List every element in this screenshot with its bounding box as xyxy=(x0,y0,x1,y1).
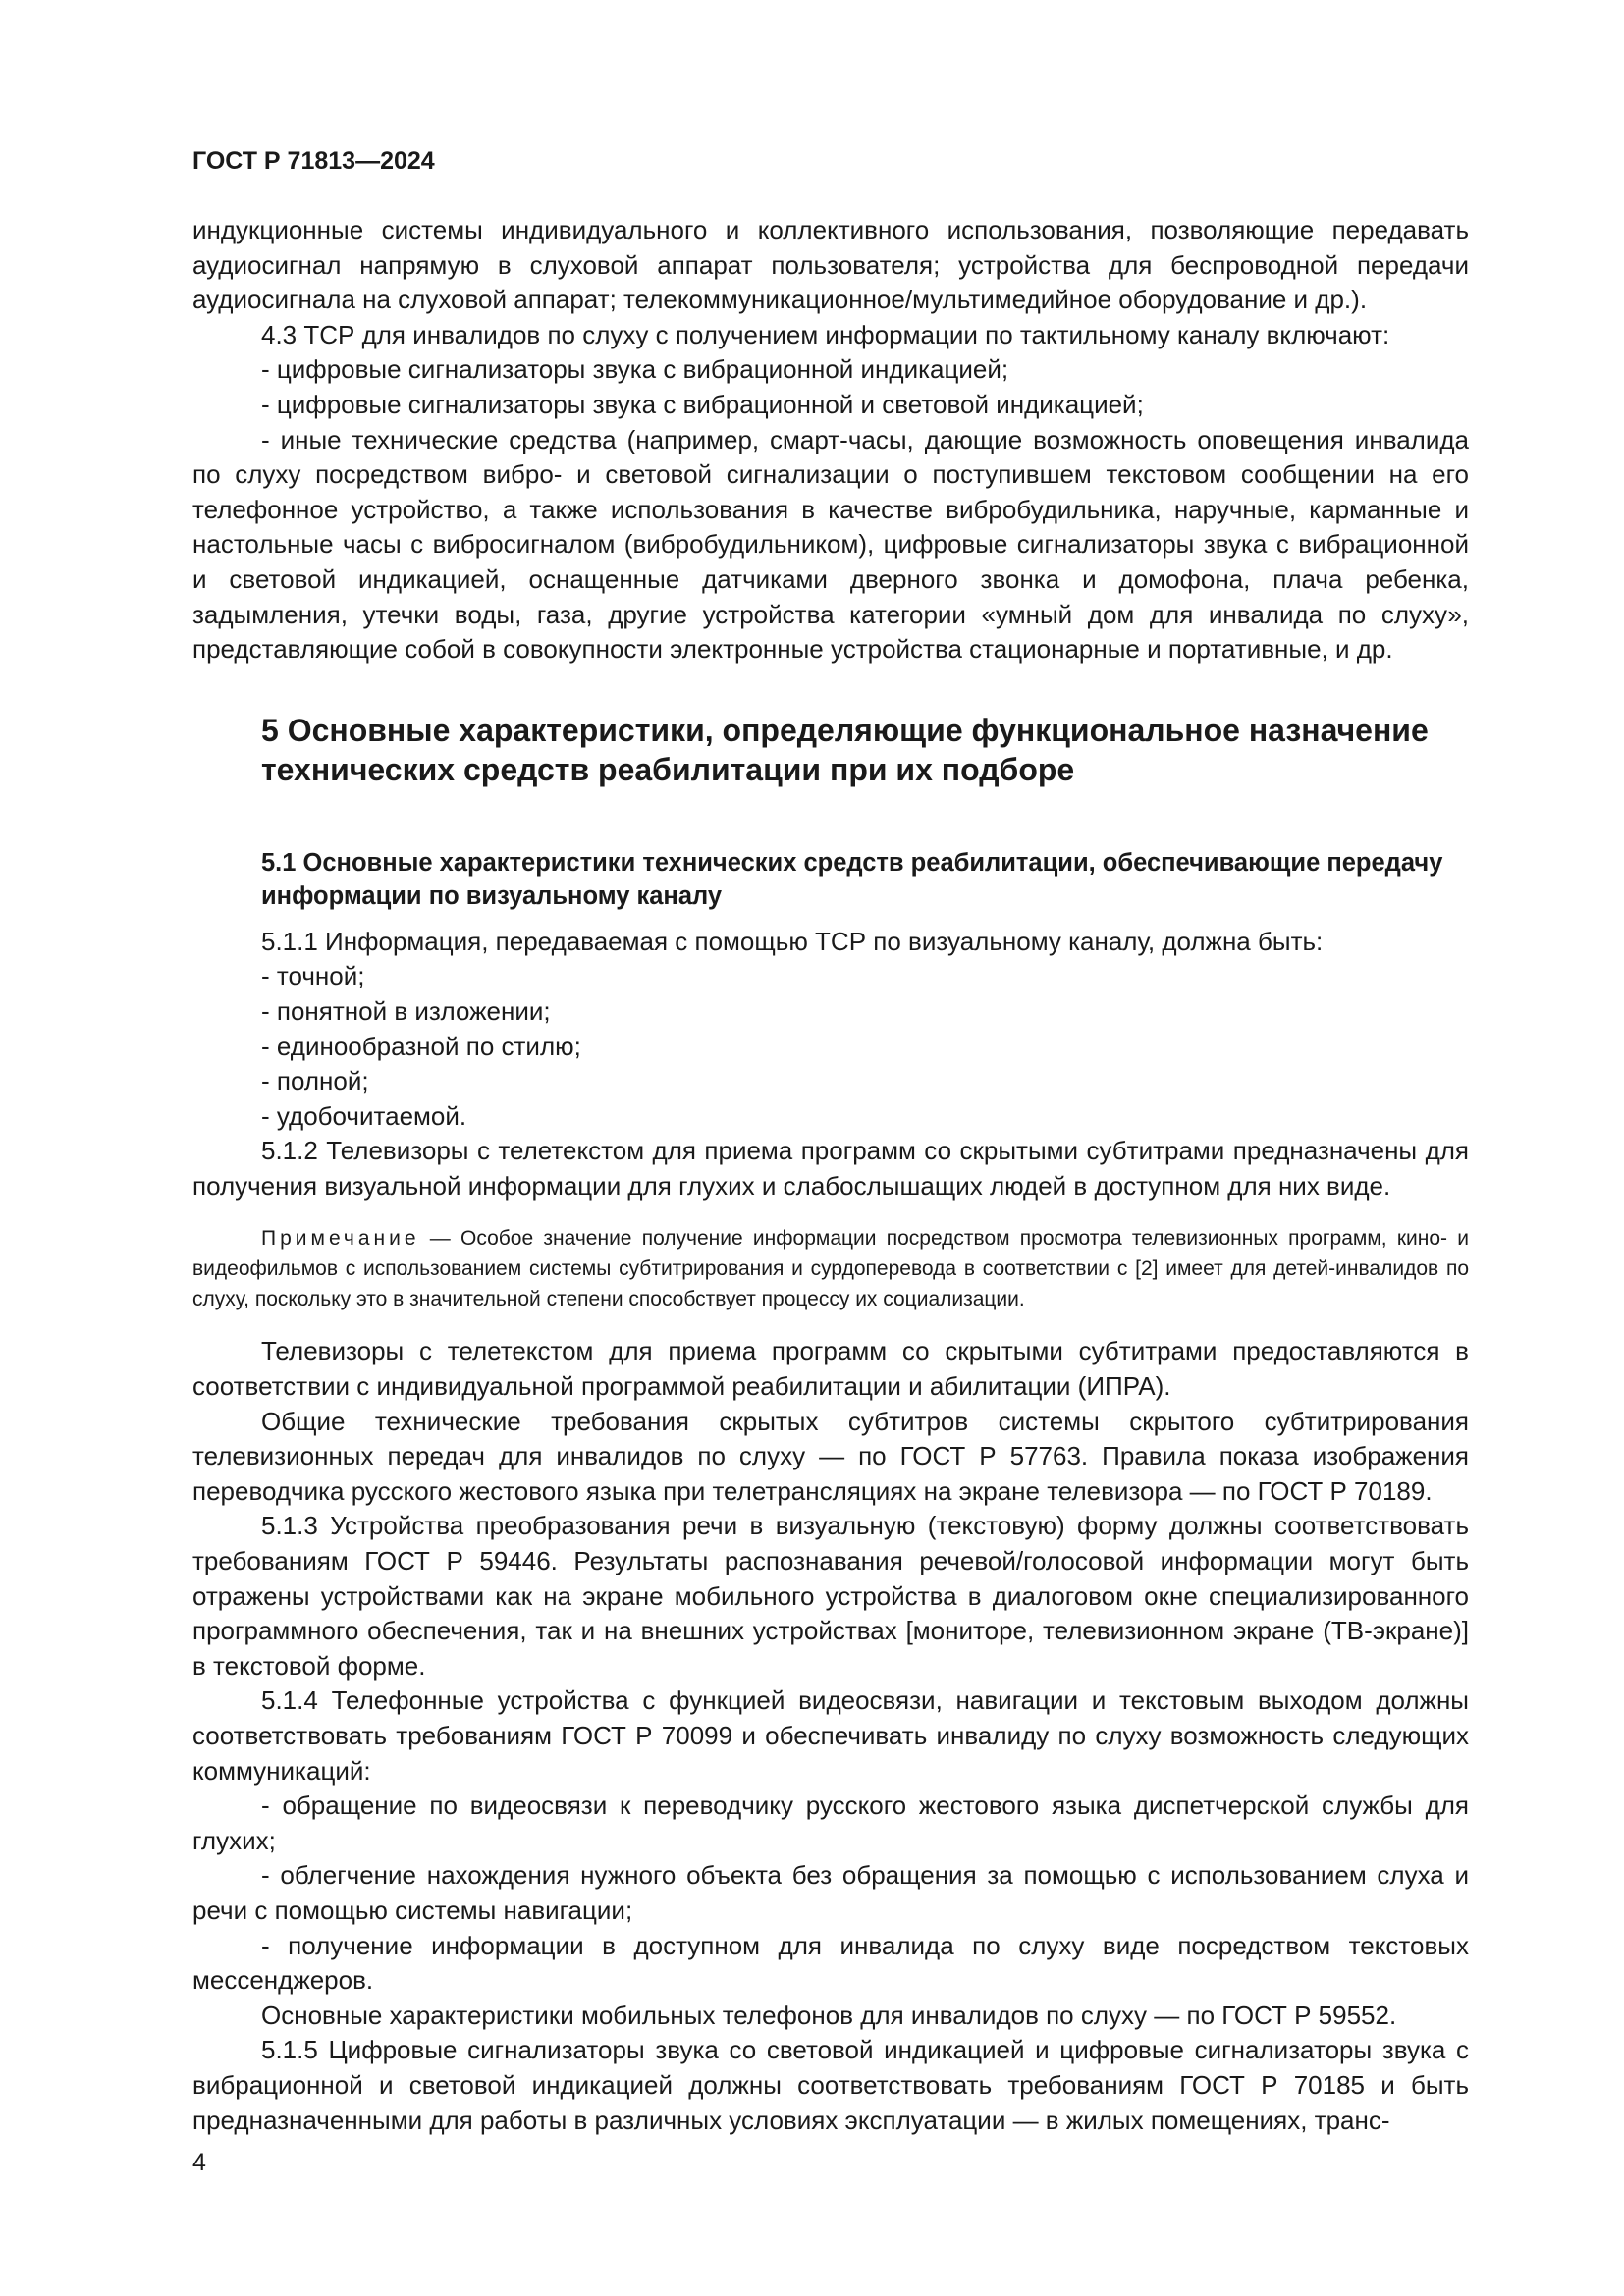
page-number: 4 xyxy=(192,2149,206,2176)
list-item: - полной; xyxy=(261,1066,369,1096)
list-item: - цифровые сигнализаторы звука с вибрационной индикацией; xyxy=(261,354,1009,385)
paragraph-4-3: 4.3 ТСР для инвалидов по слуху с получением информации по тактильному каналу включают: xyxy=(261,319,1390,349)
paragraph-5-1-3: 5.1.3 Устройства преобразования речи в визуальную (текстовую) форму должны соответствовать требованиям ГОСТ Р 59446. Результаты распознавания речевой/голосовой информации могут быть отражены устройствами как на экране мобильного устройства в диалоговом окне специализированного программного обеспечения, так и на внешних устройствах [мониторе, телевизионном экране (ТВ-экране)] в текстовой форме. xyxy=(192,1511,1469,1681)
list-item: - получение информации в доступном для инвалида по слуху виде посредством текстовых мессенджеров. xyxy=(192,1930,1469,1996)
paragraph-5-1-4: 5.1.4 Телефонные устройства с функцией видеосвязи, навигации и текстовым выходом должны соответствовать требованиям ГОСТ Р 70099 и обеспечивать инвалиду по слуху возможность следующих коммуникаций: xyxy=(192,1685,1469,1786)
list-item: - обращение по видеосвязи к переводчику русского жестового языка диспетчерской службы для глухих; xyxy=(192,1790,1469,1855)
paragraph-mobile-phones: Основные характеристики мобильных телефонов для инвалидов по слуху — по ГОСТ Р 59552. xyxy=(261,2000,1397,2030)
list-item: - цифровые сигнализаторы звука с вибрационной и световой индикацией; xyxy=(261,389,1144,419)
paragraph-5-1-5: 5.1.5 Цифровые сигнализаторы звука со световой индикацией и цифровые сигнализаторы звука с вибрационной и световой индикацией должны соответствовать требованиям ГОСТ Р 70185 и быть предназначенными для работы в различных условиях эксплуатации — в жилых помещениях, транс- xyxy=(192,2035,1469,2135)
list-item: - облегчение нахождения нужного объекта без обращения за помощью с использованием слуха и речи с помощью системы навигации; xyxy=(192,1860,1469,1925)
list-item: - точной; xyxy=(261,961,365,991)
list-item: - иные технические средства (например, смарт-часы, дающие возможность оповещения инвалида по слуху посредством вибро- и световой сигнализации о поступившем текстовом сообщении на его телефонное устройство, а также использования в качестве вибробудильника, наручные, карманные и настольные часы с вибросигналом (вибробудильником), цифровые сигнализаторы звука с вибрационной и световой индикацией, оснащенные датчиками дверного звонка и домофона, плача ребенка, задымления, утечки воды, газа, другие устройства категории «умный дом для инвалида по слуху», представляющие собой в совокупности электронные устройства стационарные и портативные, и др. xyxy=(192,424,1469,665)
note xyxy=(192,1223,1469,1314)
note-label: Примечание xyxy=(261,1227,420,1251)
section-5-heading: 5 Основные характеристики, определяющие функциональное назначение технических средств реабилитации при их подборе xyxy=(261,712,1429,787)
paragraph-intro-continuation: индукционные системы индивидуального и коллективного использования, позволяющие передавать аудиосигнал напрямую в слуховой аппарат пользователя; устройства для беспроводной передачи аудиосигнала на слуховой аппарат; телекоммуникационное/мультимедийное оборудование и др.). xyxy=(192,215,1469,315)
paragraph-general-requirements: Общие технические требования скрытых субтитров системы скрытого субтитрирования телевизионных передач для инвалидов по слуху — по ГОСТ Р 57763. Правила показа изображения переводчика русского жестового языка при телетрансляциях на экране телевизора — по ГОСТ Р 70189. xyxy=(192,1406,1469,1506)
list-item: - понятной в изложении; xyxy=(261,995,551,1026)
document-page xyxy=(192,147,1469,2138)
paragraph-tv-ipra: Телевизоры с телетекстом для приема программ со скрытыми субтитрами предоставляются в соответствии с индивидуальной программой реабилитации и абилитации (ИПРА). xyxy=(192,1336,1469,1402)
paragraph-5-1-2: 5.1.2 Телевизоры с телетекстом для приема программ со скрытыми субтитрами предназначены для получения визуальной информации для глухих и слабослышащих людей в доступном для них виде. xyxy=(192,1136,1469,1201)
subsection-5-1-heading: 5.1 Основные характеристики технических средств реабилитации, обеспечивающие передачу информации по визуальному каналу xyxy=(261,848,1443,910)
list-item: - единообразной по стилю; xyxy=(261,1031,581,1061)
list-item: - удобочитаемой. xyxy=(261,1100,467,1131)
note-text: — Особое значение получение информации посредством просмотра телевизионных программ, кино- и видеофильмов с использованием системы субтитрирования и сурдоперевода в соответствии с [2] имеет для детей-инвалидов по слуху, поскольку это в значительной степени способствует процессу их социализации. xyxy=(192,1227,1469,1311)
document-header: ГОСТ Р 71813—2024 xyxy=(192,147,435,175)
paragraph-5-1-1: 5.1.1 Информация, передаваемая с помощью ТСР по визуальному каналу, должна быть: xyxy=(261,926,1324,956)
